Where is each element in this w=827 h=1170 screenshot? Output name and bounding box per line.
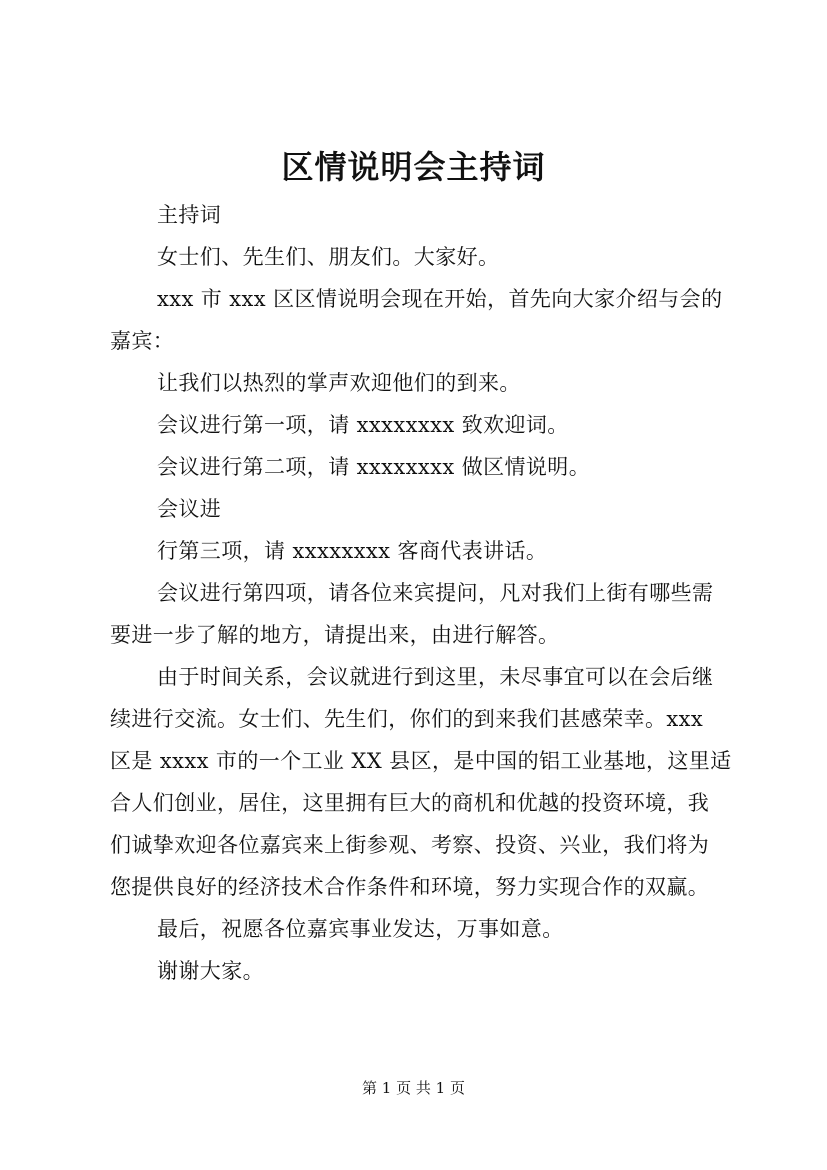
paragraph-line: 合人们创业，居住，这里拥有巨大的商机和优越的投资环境，我	[110, 791, 710, 815]
paragraph-line: 会议进行第一项，请 xxxxxxxx 致欢迎词。	[157, 413, 569, 437]
paragraph-line: 会议进行第四项，请各位来宾提问，凡对我们上街有哪些需	[157, 581, 714, 605]
page-number-footer: 第 1 页 共 1 页	[362, 1079, 465, 1097]
paragraph-line: 行第三项，请 xxxxxxxx 客商代表讲话。	[157, 539, 548, 563]
paragraph-line: xxx 市 xxx 区区情说明会现在开始，首先向大家介绍与会的	[157, 287, 723, 311]
paragraph-line: 让我们以热烈的掌声欢迎他们的到来。	[157, 371, 521, 395]
paragraph-line: 最后，祝愿各位嘉宾事业发达，万事如意。	[157, 917, 564, 941]
paragraph-line: 续进行交流。女士们、先生们，你们的到来我们甚感荣幸。xxx	[110, 707, 704, 731]
paragraph-line: 会议进行第二项，请 xxxxxxxx 做区情说明。	[157, 455, 591, 479]
paragraph-line: 嘉宾：	[110, 329, 175, 353]
paragraph-line: 区是 xxxx 市的一个工业 XX 县区，是中国的铝工业基地，这里适	[110, 749, 732, 773]
paragraph-line: 您提供良好的经济技术合作条件和环境，努力实现合作的双赢。	[110, 875, 710, 899]
paragraph-line: 主持词	[157, 203, 222, 227]
paragraph-line: 们诚挚欢迎各位嘉宾来上街参观、考察、投资、兴业，我们将为	[110, 833, 710, 857]
paragraph-line: 由于时间关系，会议就进行到这里，未尽事宜可以在会后继	[157, 665, 714, 689]
document-title: 区情说明会主持词	[281, 148, 546, 186]
paragraph-line: 会议进	[157, 497, 222, 521]
paragraph-line: 要进一步了解的地方，请提出来，由进行解答。	[110, 623, 560, 647]
paragraph-line: 女士们、先生们、朋友们。大家好。	[157, 245, 500, 269]
paragraph-line: 谢谢大家。	[157, 959, 264, 983]
